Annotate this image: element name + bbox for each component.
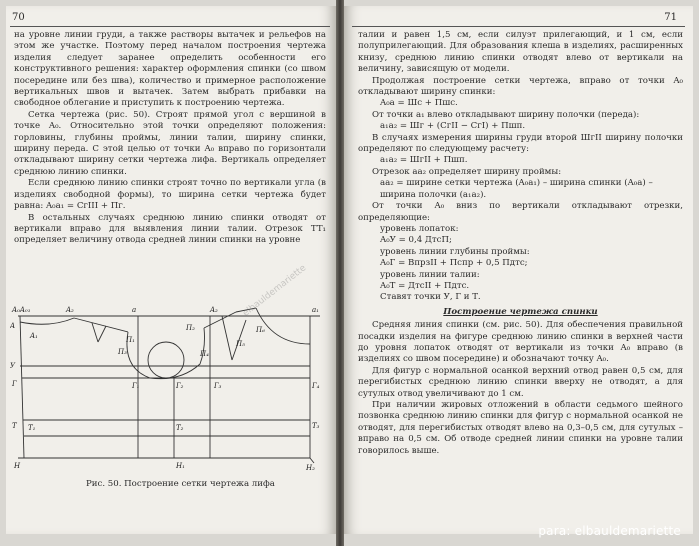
armhole-circle bbox=[148, 342, 184, 378]
site-watermark: para: elbauldemariette bbox=[538, 524, 681, 538]
label-p2: П₂ bbox=[186, 324, 195, 332]
label-a0a01: A₀A₀₁ bbox=[12, 306, 31, 314]
back-center-line bbox=[20, 316, 24, 458]
label-t3: Т₃ bbox=[312, 422, 320, 430]
label-g1: Г₁ bbox=[132, 382, 140, 390]
right-page bbox=[344, 6, 693, 534]
paragraph: В остальных случаях среднюю линию спинки отводят от вертикали вправо для выявления линии талии. Отрезок TT₁ определяет величину отвода средней линии спинки на уровне bbox=[14, 212, 326, 246]
label-n: Н bbox=[14, 462, 21, 470]
bust-dart-a bbox=[222, 316, 232, 360]
paragraph: a₁a₂ = ШгII + Пшп. bbox=[380, 155, 468, 166]
header-rule-left bbox=[10, 26, 330, 27]
label-g: Г bbox=[12, 380, 17, 388]
hem-mark bbox=[310, 458, 314, 463]
left-page bbox=[6, 6, 336, 534]
label-p3: П₃ bbox=[118, 348, 127, 356]
paragraph: a₁a₂ = Шг + (СгII − СгI) + Пшп. bbox=[380, 121, 526, 132]
paragraph: В случаях измерения ширины груди второй ШгII ширину полочки определяют по следующему расчету: bbox=[358, 132, 683, 155]
label-p1: П₁ bbox=[126, 336, 135, 344]
label-p5: П₅ bbox=[236, 340, 245, 348]
paragraph: A₀a = Шс + Пшс. bbox=[380, 98, 458, 109]
paragraph: Если среднюю линию спинки строят точно по вертикали угла (в изделиях свободной формы), то ширина сетки чертежа будет равна: A₀a₁ = СгIII + Пг. bbox=[14, 178, 326, 212]
paragraph: Отрезок aa₂ определяет ширину проймы: bbox=[372, 166, 562, 177]
paragraph: От точки A₀ вниз по вертикали откладывают отрезки, определяющие: bbox=[358, 201, 683, 223]
page-number-right: 71 bbox=[664, 12, 677, 23]
armhole-curve bbox=[127, 328, 205, 379]
back-neckline bbox=[20, 318, 74, 324]
paragraph: Для фигур с нормальной осанкой верхний отвод равен 0,5 см, для перегибистых среднюю линию спинки вверху не отводят, а для сутулых отвод увеличивают до 1 см. bbox=[358, 365, 683, 399]
paragraph: на уровне линии груди, а также растворы вытачек и рельефов на этом же участке. Поэтому перед началом построения чертежа изделия следует заранее определить особенности его конструктивного решения: характер оформления спинки (со швом посередине или без шва), количество и примерное расположение вертикальных швов и вытачек. Затем выбрать прибавки на свободное облегание и приступить к построению чертежа. bbox=[14, 30, 326, 109]
paragraph: уровень линии глубины проймы: bbox=[380, 246, 530, 257]
paragraph: Сетка чертежа (рис. 50). Строят прямой угол с вершиной в точке A₀. Относительно этой точки определяют положения: горловины, глубины проймы, линии талии, ширину спинки, ширину переда. С этой целью от точки A₀ вправо по горизонтали откладывают ширину сетки чертежа лифа. Вертикаль определяет среднюю линию спинки. bbox=[14, 109, 326, 177]
label-t1: Т₁ bbox=[28, 424, 36, 432]
label-g3: Г₃ bbox=[214, 382, 222, 390]
page-number-left: 70 bbox=[12, 12, 25, 23]
label-p6: П₆ bbox=[256, 326, 265, 334]
front-shoulder bbox=[204, 312, 236, 328]
label-g4: Г₄ bbox=[312, 382, 320, 390]
back-shoulder bbox=[74, 318, 128, 332]
label-t2: Т₂ bbox=[176, 424, 184, 432]
label-t: Т bbox=[12, 422, 17, 430]
paragraph: Ставят точки У, Г и Т. bbox=[380, 292, 481, 303]
label-n2: Н₂ bbox=[306, 464, 315, 472]
shoulder-dart-b bbox=[98, 326, 106, 342]
label-u: У bbox=[10, 362, 16, 370]
label-a1: a₁ bbox=[312, 306, 319, 314]
shoulder-dart-a bbox=[92, 323, 98, 342]
paragraph: Средняя линия спинки (см. рис. 50). Для обеспечения правильной посадки изделия на фигуре среднюю линию спинки в верхней части до уровня лопаток отводят от вертикали из точки A₀ вправо (в изделиях со швом посередине) и обозначают точку A₀. bbox=[358, 320, 683, 365]
book-gutter bbox=[336, 0, 344, 546]
paragraph: уровень лопаток: bbox=[380, 223, 459, 234]
paragraph: При наличии жировых отложений в области седьмого шейного позвонка среднюю линию спинки для фигур с нормальной осанкой не отводят, для перегибистых отводят влево на 0,3–0,5 см, для сутулых – вправо на 0,5 см. Об отводе средней линии спинки на уровне талии говорилось выше. bbox=[358, 400, 683, 456]
paragraph: A₀У = 0,4 ДтсП; bbox=[380, 235, 452, 246]
paragraph: aa₂ = ширине сетки чертежа (A₀a₁) – ширина спинки (A₀a) – ширина полочки (a₁a₂). bbox=[380, 178, 653, 200]
header-rule-right bbox=[352, 26, 685, 27]
label-a2-right: A₂ bbox=[210, 306, 218, 314]
paragraph: От точки a₁ влево откладывают ширину полочки (переда): bbox=[372, 109, 640, 120]
paragraph: Продолжая построение сетки чертежа, вправо от точки A₀ откладывают ширину спинки: bbox=[358, 75, 683, 98]
left-page-text bbox=[14, 30, 326, 247]
paragraph: A₀Т = ДтсII + Пдтс. bbox=[380, 280, 470, 291]
figure-caption: Рис. 50. Построение сетки чертежа лифа bbox=[86, 479, 275, 489]
right-page-text bbox=[358, 30, 683, 457]
section-heading: Построение чертежа спинки bbox=[443, 306, 598, 317]
paragraph: A₀Г = ВпрзII + Пспр + 0,5 Пдтс; bbox=[380, 258, 528, 269]
label-a-left: A bbox=[10, 322, 16, 330]
label-g2: Г₂ bbox=[176, 382, 184, 390]
paragraph: талии и равен 1,5 см, если силуэт прилегающий, и 1 см, если полуприлегающий. Для образования клеша в изделиях, расширенных книзу, среднюю линию спинки отводят влево от вертикали на величину, зависящую от модели. bbox=[358, 30, 683, 75]
label-p4: П₄ bbox=[200, 350, 209, 358]
label-n1: Н₁ bbox=[176, 462, 185, 470]
label-a: a bbox=[132, 306, 137, 314]
label-a2: A₂ bbox=[66, 306, 74, 314]
pattern-draft-figure bbox=[10, 298, 332, 473]
label-a1-left: A₁ bbox=[30, 332, 38, 340]
paragraph: уровень линии талии: bbox=[380, 269, 480, 280]
watermark-stamp: elbauldemariette bbox=[241, 263, 309, 319]
